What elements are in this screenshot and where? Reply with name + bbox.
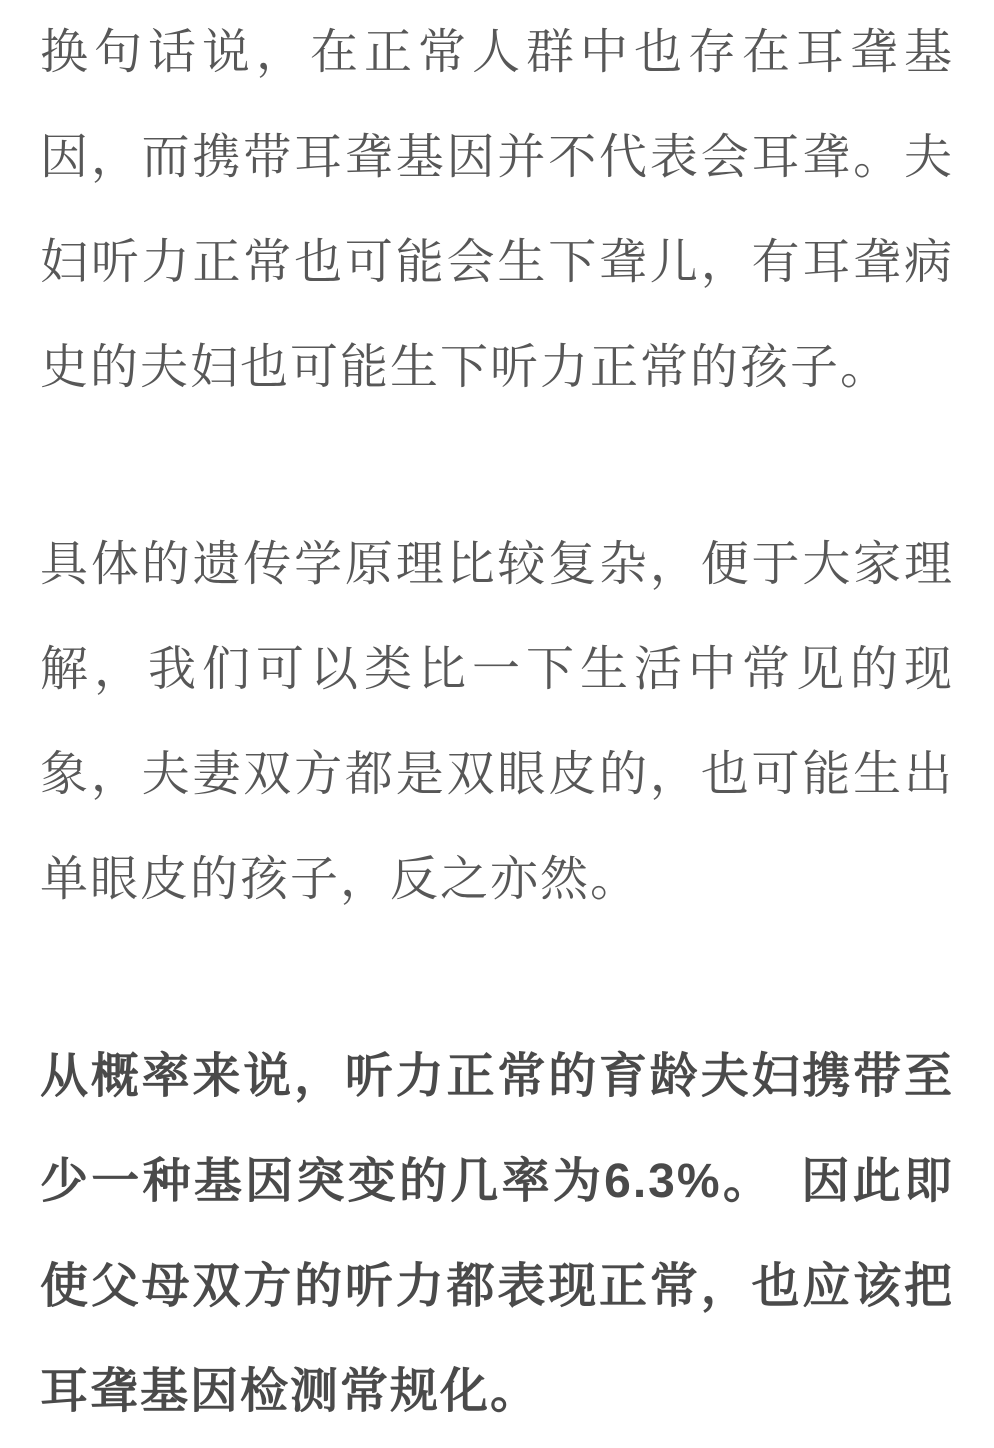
paragraph-genetics-analogy [40,512,954,932]
paragraph-line: 换句话说，在正常人群中也存在耳聋基 [40,26,954,79]
paragraph-deaf-gene-carriers [40,0,954,420]
paragraph-line: 单眼皮的孩子，反之亦然。 [40,853,641,906]
paragraph-line: 少一种基因突变的几率为6.3%。 因此即 [40,1155,954,1208]
paragraph-line: 因，而携带耳聋基因并不代表会耳聋。夫 [40,131,954,184]
paragraph-line: 史的夫妇也可能生下听力正常的孩子。 [40,341,891,394]
paragraph-line: 象，夫妻双方都是双眼皮的，也可能生出 [40,748,954,801]
paragraph-line: 使父母双方的听力都表现正常，也应该把 [40,1260,954,1313]
paragraph-line: 耳聋基因检测常规化。 [40,1365,541,1418]
paragraph-line: 妇听力正常也可能会生下聋儿，有耳聋病 [40,236,954,289]
paragraph-line: 从概率来说，听力正常的育龄夫妇携带至 [40,1050,954,1103]
paragraph-line: 解，我们可以类比一下生活中常见的现 [40,643,954,696]
paragraph-probability-emphasis [40,1024,954,1444]
paragraph-line: 具体的遗传学原理比较复杂，便于大家理 [40,538,954,591]
